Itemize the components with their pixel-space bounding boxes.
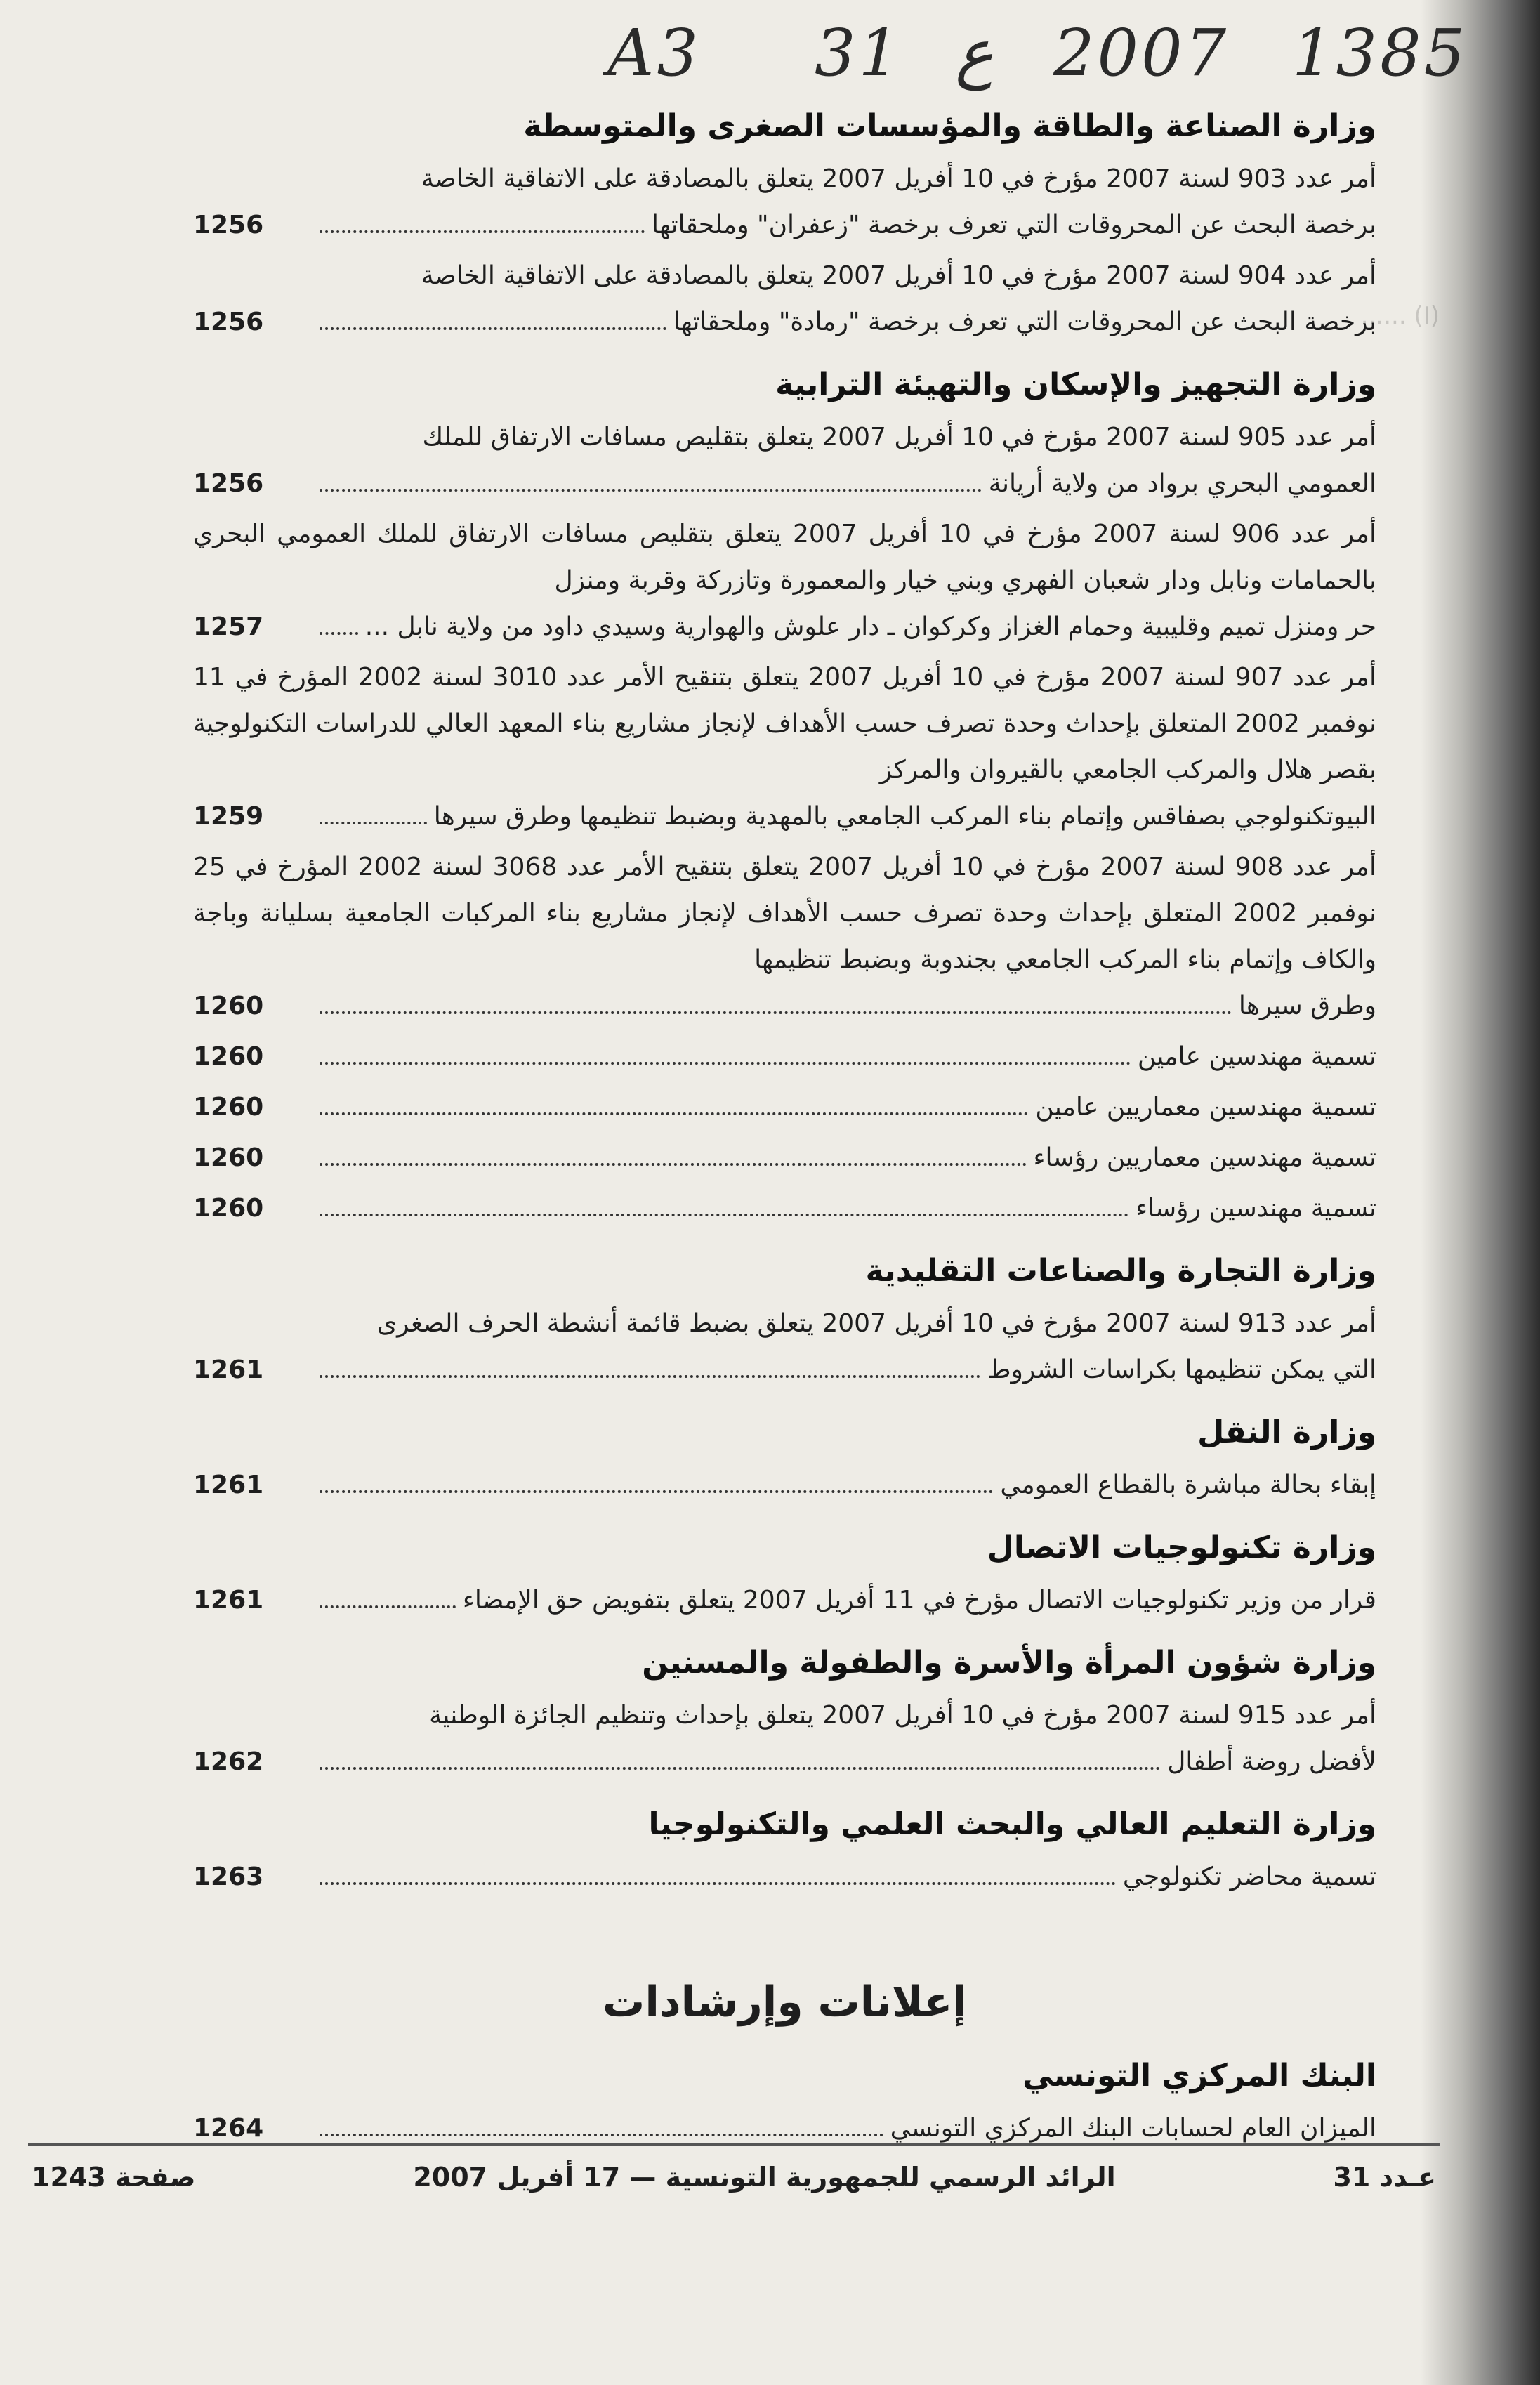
handwritten-mark: 1385 (1292, 15, 1468, 91)
entry-leader-line (193, 1854, 1376, 1900)
entry-leader-line (193, 202, 1376, 249)
entry-leader-line (193, 1084, 1376, 1131)
entry-description: أمر عدد 908 لسنة 2007 مؤرخ في 10 أفريل 2007 يتعلق بتنقيح الأمر عدد 3068 لسنة 2002 المؤرخ في 25 نوفمبر 2002 المتعلق بإحداث وحدة تصرف حسب الأهداف لإنجاز مشاريع بناء المركبات الجامعية بسليانة وباجة والكاف وإتمام بناء المركب الجامعي بجندوبة وبضبط تنظيمها (193, 853, 1376, 974)
ministry-title: البنك المركزي التونسي (1022, 2058, 1376, 2094)
toc-entry[interactable] (193, 1462, 1376, 1509)
dot-leader (320, 822, 427, 824)
entry-last-line: برخصة البحث عن المحروقات التي تعرف برخصة "رمادة" وملحقاتها (673, 308, 1376, 336)
entry-last-line: قرار من وزير تكنولوجيات الاتصال مؤرخ في 11 أفريل 2007 يتعلق بتفويض حق الإمضاء (462, 1586, 1376, 1615)
ministry-section (193, 1803, 1376, 1900)
entry-last-line: تسمية مهندسين معماريين رؤساء (1033, 1143, 1376, 1172)
page-number: 1261 (193, 1471, 264, 1499)
bleed-through-text: (I) ...... (1360, 302, 1440, 330)
entry-leader-line (193, 1185, 1376, 1232)
entry-description: أمر عدد 906 لسنة 2007 مؤرخ في 10 أفريل 2007 يتعلق بتقليص مسافات الارتفاق للملك العمومي البحري بالحمامات ونابل ودار شعبان الفهري وبني خيار والمعمورة وتازركة وقربة ومنزل (193, 520, 1376, 595)
dot-leader (320, 327, 666, 330)
handwritten-mark: ع (955, 15, 994, 91)
handwritten-mark: 31 (815, 15, 903, 91)
entry-description: أمر عدد 913 لسنة 2007 مؤرخ في 10 أفريل 2007 يتعلق بضبط قائمة أنشطة الحرف الصغرى (376, 1309, 1376, 1338)
entry-leader-line (193, 1347, 1376, 1393)
dot-leader (320, 489, 982, 492)
toc-entry[interactable] (193, 511, 1376, 650)
entry-last-line: العمومي البحري برواد من ولاية أريانة (988, 469, 1376, 498)
ministry-section (193, 364, 1376, 1232)
table-of-contents (193, 105, 1376, 2170)
page-number: 1260 (193, 992, 264, 1020)
dot-leader (320, 1214, 1128, 1216)
dot-leader (320, 1490, 993, 1493)
entry-leader-line (193, 1034, 1376, 1080)
toc-entry[interactable] (193, 1084, 1376, 1131)
ministry-title: وزارة التجارة والصناعات التقليدية (865, 1253, 1376, 1289)
dot-leader (320, 1767, 1160, 1770)
entry-last-line: تسمية محاضر تكنولوجي (1122, 1862, 1376, 1891)
page-number: 1256 (193, 211, 264, 239)
entry-last-line: تسمية مهندسين عامين (1137, 1042, 1376, 1071)
entry-description: أمر عدد 904 لسنة 2007 مؤرخ في 10 أفريل 2007 يتعلق بالمصادقة على الاتفاقية الخاصة (421, 261, 1376, 290)
entry-last-line: لأفضل روضة أطفال (1167, 1747, 1376, 1776)
entry-leader-line (193, 1135, 1376, 1181)
toc-entry[interactable] (193, 655, 1376, 840)
page-number: 1260 (193, 1194, 264, 1223)
entry-last-line: تسمية مهندسين رؤساء (1136, 1194, 1376, 1223)
dot-leader (320, 1062, 1131, 1065)
toc-entry[interactable] (193, 1854, 1376, 1900)
page-number: 1260 (193, 1093, 264, 1122)
page-footer (32, 2156, 1436, 2198)
page-number-label: صفحة 1243 (32, 2162, 196, 2193)
toc-entry[interactable] (193, 1135, 1376, 1181)
page-edge-shadow (1421, 0, 1540, 2385)
ministry-section (193, 1527, 1376, 1624)
ministry-section (193, 2055, 1376, 2152)
ministry-section (193, 1412, 1376, 1509)
toc-entry[interactable] (193, 156, 1376, 249)
page-number: 1256 (193, 308, 264, 336)
toc-entry[interactable] (193, 1301, 1376, 1393)
entry-leader-line (193, 461, 1376, 507)
page-number: 1262 (193, 1747, 264, 1776)
entry-leader-line (193, 983, 1376, 1030)
dot-leader (320, 1375, 980, 1378)
dot-leader (320, 1605, 456, 1608)
toc-entry[interactable] (193, 1034, 1376, 1080)
ministry-title: وزارة التجهيز والإسكان والتهيئة الترابية (775, 367, 1376, 402)
page-number: 1259 (193, 802, 264, 831)
dot-leader (320, 632, 358, 635)
footer-divider (28, 2143, 1440, 2146)
entry-leader-line (193, 1462, 1376, 1509)
ministry-title: وزارة النقل (1197, 1414, 1376, 1450)
page-number: 1263 (193, 1862, 264, 1891)
handwritten-mark: 2007 (1053, 15, 1230, 91)
page-number: 1261 (193, 1355, 264, 1384)
page-number: 1256 (193, 469, 264, 498)
dot-leader (320, 1163, 1027, 1166)
toc-entry[interactable] (193, 1577, 1376, 1624)
entry-leader-line (193, 1577, 1376, 1624)
entry-description: أمر عدد 907 لسنة 2007 مؤرخ في 10 أفريل 2007 يتعلق بتنقيح الأمر عدد 3010 لسنة 2002 المؤرخ في 11 نوفمبر 2002 المتعلق بإحداث وحدة تصرف حسب الأهداف لإنجاز مشاريع بناء المعهد العالي للدراسات التكنولوجية بقصر هلال والمركب الجامعي بالقيروان والمركز (193, 663, 1376, 784)
toc-entry[interactable] (193, 1185, 1376, 1232)
entry-last-line: البيوتكنولوجي بصفاقس وإتمام بناء المركب الجامعي بالمهدية وبضبط تنظيمها وطرق سيرها (433, 802, 1376, 831)
ministry-title: وزارة التعليم العالي والبحث العلمي والتكنولوجيا (648, 1806, 1376, 1842)
entry-description: أمر عدد 905 لسنة 2007 مؤرخ في 10 أفريل 2007 يتعلق بتقليص مسافات الارتفاق للملك (422, 423, 1376, 452)
toc-entry[interactable] (193, 253, 1376, 346)
toc-entry[interactable] (193, 844, 1376, 1030)
handwritten-mark: A3 (607, 15, 701, 91)
entry-last-line: إبقاء بحالة مباشرة بالقطاع العمومي (1000, 1471, 1376, 1499)
entry-description: أمر عدد 903 لسنة 2007 مؤرخ في 10 أفريل 2007 يتعلق بالمصادقة على الاتفاقية الخاصة (421, 164, 1376, 193)
toc-entry[interactable] (193, 414, 1376, 507)
entry-last-line: حر ومنزل تميم وقليبية وحمام الغزاز وكركوان ـ دار علوش والهوارية وسيدي داود من ولاية نابل ... (364, 612, 1376, 641)
toc-entry[interactable] (193, 1693, 1376, 1785)
ministry-section (193, 1250, 1376, 1393)
entry-last-line: التي يمكن تنظيمها بكراسات الشروط (987, 1355, 1376, 1384)
page-number: 1257 (193, 612, 264, 641)
issue-number: عـدد 31 (1333, 2162, 1436, 2193)
ministry-title: وزارة تكنولوجيات الاتصال (987, 1530, 1376, 1565)
journal-title: الرائد الرسمي للجمهورية التونسية — 17 أفريل 2007 (413, 2162, 1116, 2193)
dot-leader (320, 2134, 883, 2136)
page-number: 1260 (193, 1042, 264, 1071)
ministry-section (193, 105, 1376, 346)
dot-leader (320, 1882, 1116, 1885)
ministry-title: وزارة شؤون المرأة والأسرة والطفولة والمسنين (642, 1645, 1376, 1681)
ministry-title: وزارة الصناعة والطاقة والمؤسسات الصغرى والمتوسطة (523, 108, 1376, 144)
entry-leader-line (193, 1739, 1376, 1785)
entry-leader-line (193, 604, 1376, 650)
page-number: 1260 (193, 1143, 264, 1172)
ministry-section (193, 1642, 1376, 1785)
entry-leader-line (193, 299, 1376, 346)
page-number: 1264 (193, 2114, 264, 2143)
dot-leader (320, 230, 645, 233)
entry-description: أمر عدد 915 لسنة 2007 مؤرخ في 10 أفريل 2007 يتعلق بإحداث وتنظيم الجائزة الوطنية (429, 1701, 1376, 1730)
entry-last-line: الميزان العام لحسابات البنك المركزي التونسي (890, 2114, 1376, 2143)
dot-leader (320, 1112, 1028, 1115)
page-number: 1261 (193, 1586, 264, 1615)
entry-last-line: برخصة البحث عن المحروقات التي تعرف برخصة "زعفران" وملحقاتها (652, 211, 1376, 239)
entry-last-line: وطرق سيرها (1238, 992, 1376, 1020)
entry-last-line: تسمية مهندسين معماريين عامين (1035, 1093, 1376, 1122)
entry-leader-line (193, 794, 1376, 840)
dot-leader (320, 1011, 1232, 1014)
announcements-heading: إعلانات وإرشادات (603, 1978, 967, 2027)
